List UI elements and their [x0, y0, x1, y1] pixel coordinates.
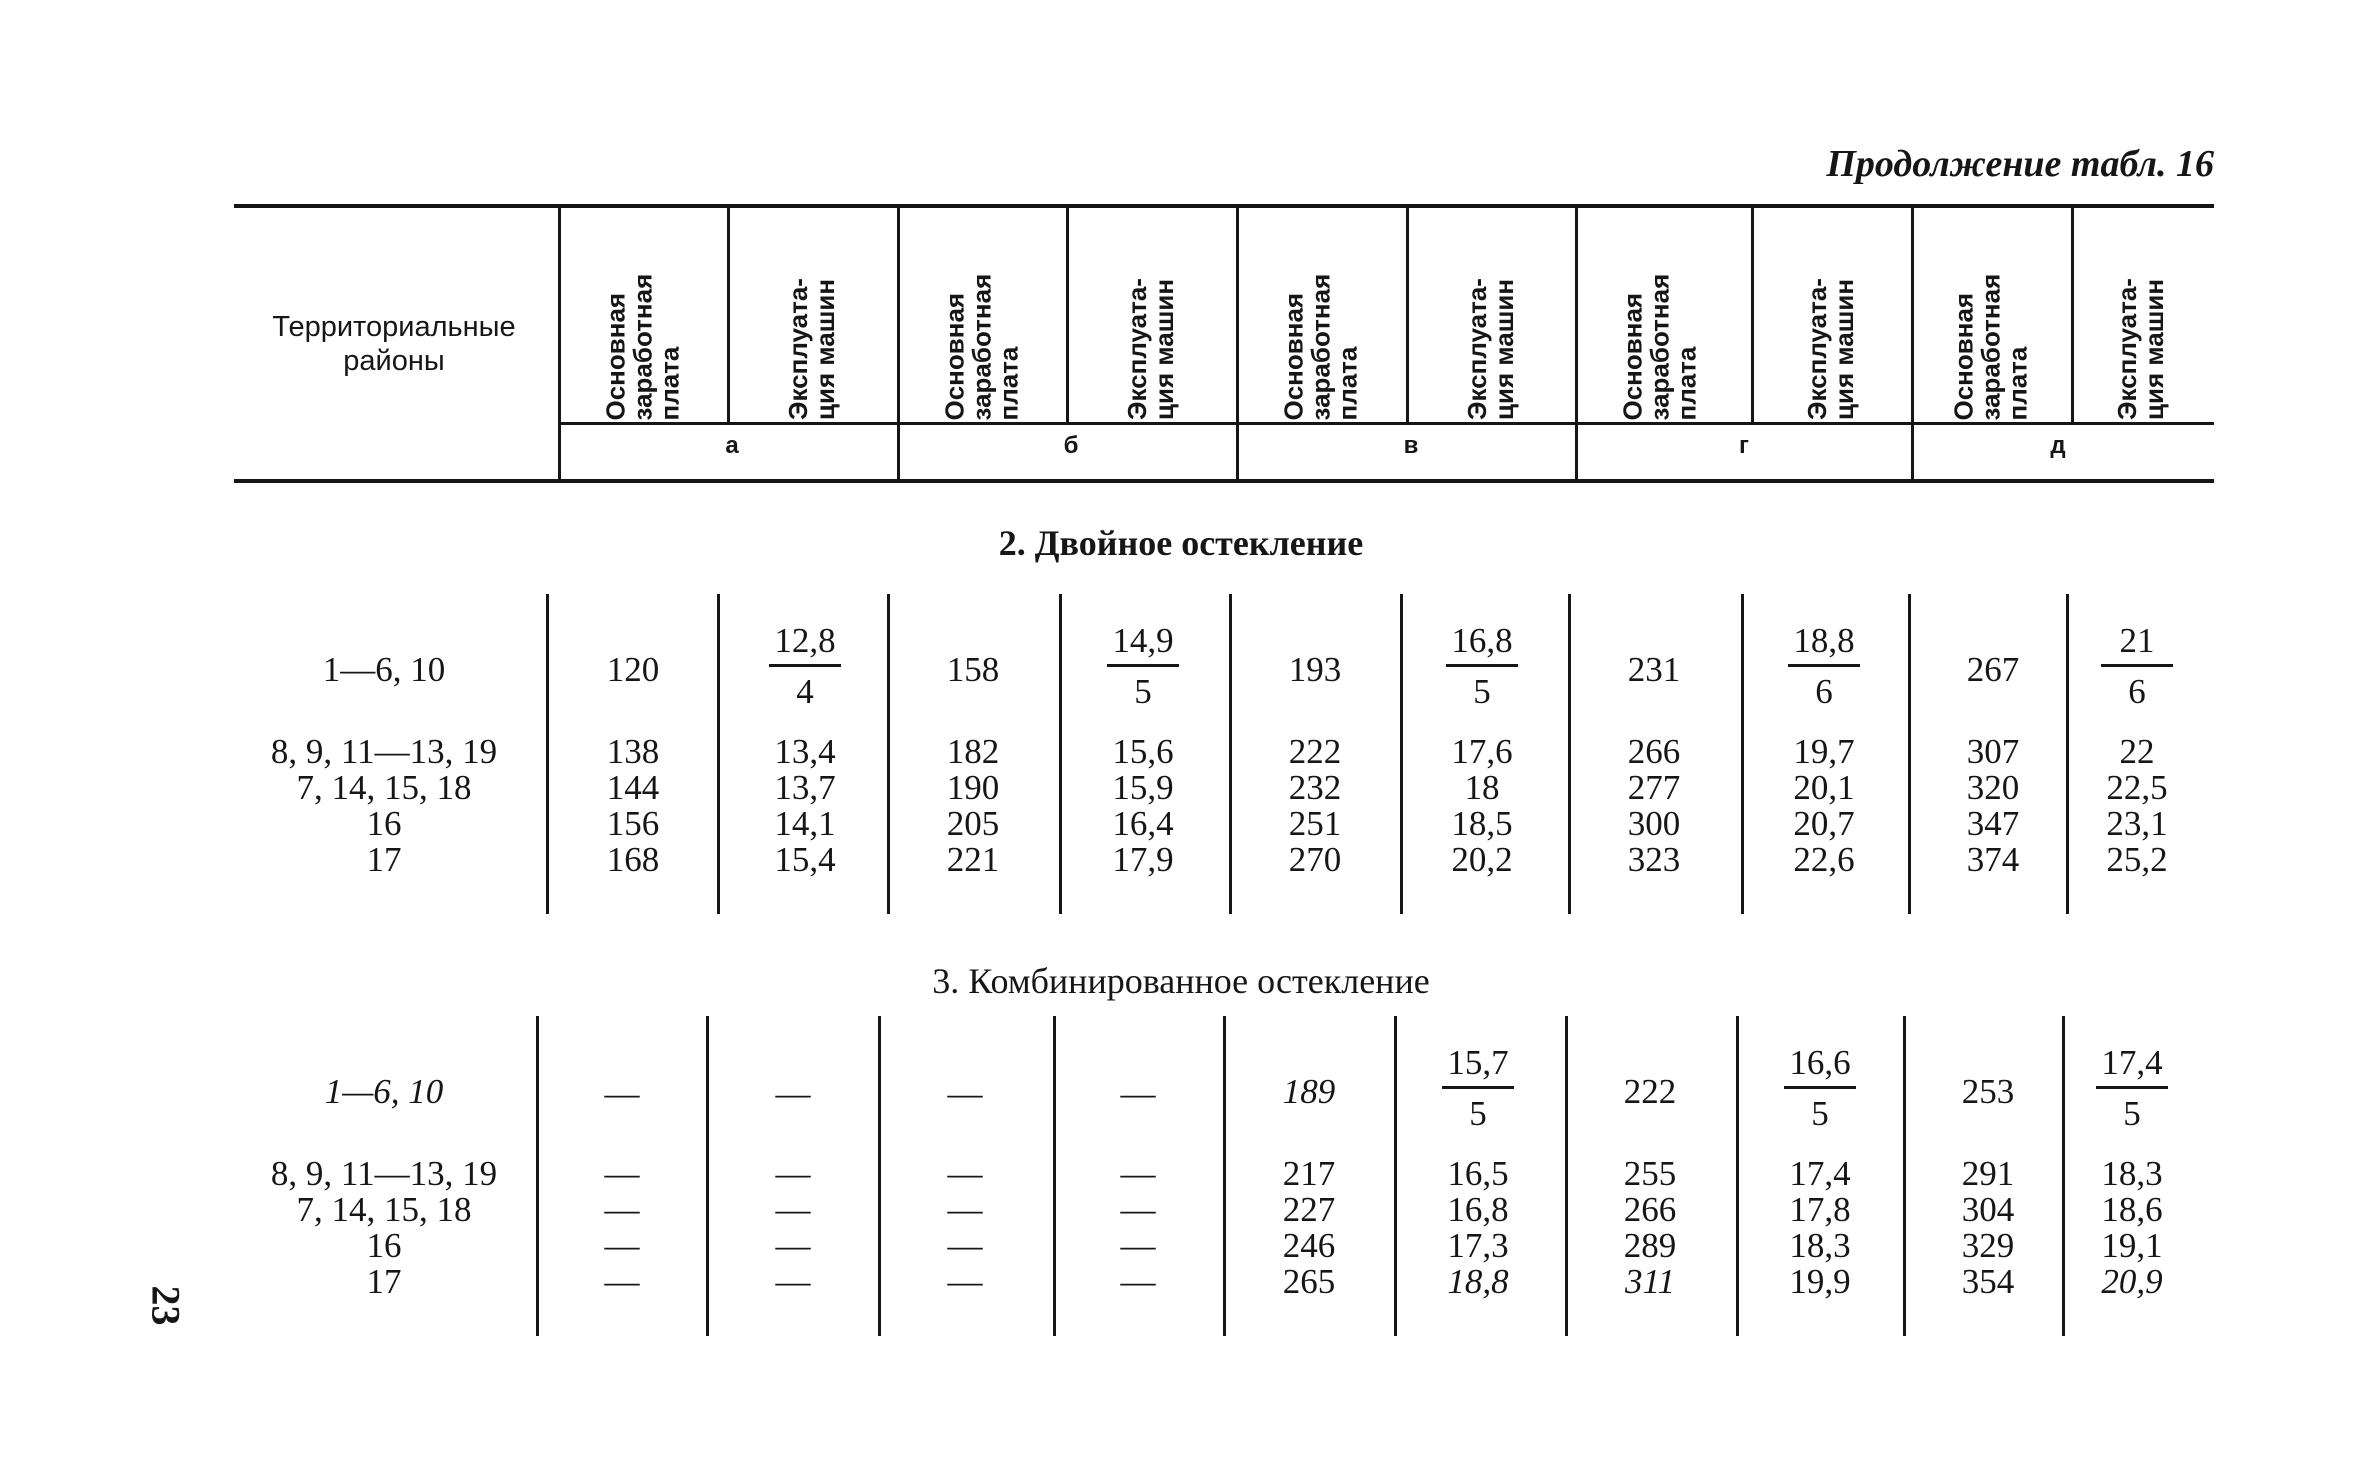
- s2-row-label: 7, 14, 15, 18: [296, 768, 472, 807]
- s2-cell: 22,6: [1793, 840, 1855, 879]
- s2-r0-exp-d: 21 6: [2062, 622, 2212, 711]
- s3-cell: —: [1120, 1226, 1156, 1265]
- s2-cell: 17,9: [1112, 840, 1174, 879]
- header-bottom-rule: [234, 479, 2214, 483]
- s2-cell: 232: [1288, 768, 1342, 807]
- header-machine-ops-b: Эксплуата- ция машин: [1122, 278, 1179, 420]
- header-main-wage-a: Основная заработная плата: [600, 273, 685, 420]
- s3-cell: 265: [1282, 1262, 1336, 1301]
- section-2-divider: [1568, 594, 1571, 914]
- section-2-divider: [717, 594, 720, 914]
- s3-cell: 329: [1961, 1226, 2015, 1265]
- s2-cell: 307: [1966, 732, 2020, 771]
- s3-cell: —: [947, 1154, 983, 1193]
- s2-cell: 222: [1288, 732, 1342, 771]
- s3-r0-dash-b-main: —: [947, 1074, 983, 1113]
- s2-r0-exp-v: 16,8 5: [1407, 622, 1557, 711]
- s3-cell: 289: [1623, 1226, 1677, 1265]
- s2-cell: 20,7: [1793, 804, 1855, 843]
- s2-r0-exp-b: 14,9 5: [1068, 622, 1218, 711]
- section-2-divider: [1741, 594, 1744, 914]
- s2-cell: 25,2: [2106, 840, 2168, 879]
- s2-cell: 323: [1627, 840, 1681, 879]
- group-letter-g: г: [1739, 432, 1749, 459]
- s2-cell: 20,1: [1793, 768, 1855, 807]
- s2-cell: 300: [1627, 804, 1681, 843]
- header-main-wage-b: Основная заработная плата: [939, 273, 1024, 420]
- s3-cell: —: [604, 1190, 640, 1229]
- header-main-wage-g: Основная заработная плата: [1617, 273, 1702, 420]
- s3-r0-main-v: 189: [1282, 1072, 1336, 1111]
- s2-r0-exp-a: 12,8 4: [730, 622, 880, 711]
- header-machine-ops-g: Эксплуата- ция машин: [1802, 278, 1859, 420]
- s3-cell: —: [1120, 1262, 1156, 1301]
- s3-cell: 266: [1623, 1190, 1677, 1229]
- s2-row-label: 16: [366, 804, 402, 843]
- s2-cell: 22,5: [2106, 768, 2168, 807]
- header-top-rule: [234, 204, 2214, 208]
- header-row-label: Территориальные районы: [272, 311, 516, 377]
- s2-cell: 23,1: [2106, 804, 2168, 843]
- s2-cell: 266: [1627, 732, 1681, 771]
- s3-row-label: 7, 14, 15, 18: [296, 1190, 472, 1229]
- s3-row-label: 16: [366, 1226, 402, 1265]
- s2-cell: 19,7: [1793, 732, 1855, 771]
- header-letter-rule: [560, 422, 2214, 425]
- s3-r0-exp-v: 15,7 5: [1403, 1044, 1553, 1133]
- s3-cell: —: [604, 1154, 640, 1193]
- group-letter-a: а: [725, 432, 739, 459]
- s3-cell: —: [775, 1154, 811, 1193]
- s2-cell: 168: [606, 840, 660, 879]
- s3-row-label: 17: [366, 1262, 402, 1301]
- s2-cell: 347: [1966, 804, 2020, 843]
- s2-cell: 16,4: [1112, 804, 1174, 843]
- s2-row-label: 8, 9, 11—13, 19: [270, 732, 498, 771]
- s2-row-label: 17: [366, 840, 402, 879]
- s2-cell: 144: [606, 768, 660, 807]
- s2-cell: 374: [1966, 840, 2020, 879]
- s3-cell: —: [604, 1262, 640, 1301]
- s3-cell: 311: [1625, 1262, 1675, 1301]
- section-2-divider: [1229, 594, 1232, 914]
- s2-cell: 156: [606, 804, 660, 843]
- s3-r0-dash-a-exp: —: [775, 1074, 811, 1113]
- s3-cell: 217: [1282, 1154, 1336, 1193]
- s3-cell: 18,3: [2101, 1154, 2163, 1193]
- s2-cell: 270: [1288, 840, 1342, 879]
- s2-cell: 182: [946, 732, 1000, 771]
- s3-cell: 304: [1961, 1190, 2015, 1229]
- section-2-divider: [546, 594, 549, 914]
- s3-cell: 20,9: [2101, 1262, 2163, 1301]
- s3-cell: —: [775, 1262, 811, 1301]
- group-letter-d: д: [2050, 432, 2066, 459]
- s3-cell: 17,8: [1789, 1190, 1851, 1229]
- section-2-divider: [1400, 594, 1403, 914]
- s2-cell: 13,4: [774, 732, 836, 771]
- s2-cell: 190: [946, 768, 1000, 807]
- s3-row-label: 8, 9, 11—13, 19: [270, 1154, 498, 1193]
- s2-cell: 15,9: [1112, 768, 1174, 807]
- s2-r0-main-a: 120: [606, 650, 660, 689]
- section-2-divider: [887, 594, 890, 914]
- s3-cell: 19,9: [1789, 1262, 1851, 1301]
- section-3-divider: [1736, 1016, 1739, 1336]
- section-3-divider: [1053, 1016, 1056, 1336]
- s3-row-label: 1—6, 10: [324, 1072, 444, 1111]
- s3-cell: 18,3: [1789, 1226, 1851, 1265]
- s3-cell: 16,8: [1447, 1190, 1509, 1229]
- s2-r0-exp-g: 18,8 6: [1749, 622, 1899, 711]
- s3-r0-exp-d: 17,4 5: [2057, 1044, 2207, 1133]
- s2-r0-main-b: 158: [946, 650, 1000, 689]
- s3-cell: 17,4: [1789, 1154, 1851, 1193]
- header-main-wage-d: Основная заработная плата: [1948, 273, 2033, 420]
- s2-r0-main-g: 231: [1627, 650, 1681, 689]
- section-2-divider: [1908, 594, 1911, 914]
- s2-cell: 18,5: [1451, 804, 1513, 843]
- section-3-title: 3. Комбинированное остекление: [932, 961, 1430, 1001]
- s3-cell: —: [775, 1190, 811, 1229]
- s3-cell: 227: [1282, 1190, 1336, 1229]
- s3-cell: 255: [1623, 1154, 1677, 1193]
- s3-cell: 19,1: [2101, 1226, 2163, 1265]
- section-3-divider: [1394, 1016, 1397, 1336]
- section-2-divider: [1059, 594, 1062, 914]
- page-number: 23: [143, 1285, 189, 1326]
- s2-cell: 20,2: [1451, 840, 1513, 879]
- s3-cell: 246: [1282, 1226, 1336, 1265]
- s2-cell: 251: [1288, 804, 1342, 843]
- s3-cell: —: [604, 1226, 640, 1265]
- s3-cell: 18,8: [1447, 1262, 1509, 1301]
- header-machine-ops-v: Эксплуата- ция машин: [1462, 278, 1519, 420]
- s2-cell: 320: [1966, 768, 2020, 807]
- s2-cell: 13,7: [774, 768, 836, 807]
- s2-cell: 221: [946, 840, 1000, 879]
- s3-r0-main-d: 253: [1961, 1072, 2015, 1111]
- section-3-divider: [706, 1016, 709, 1336]
- s2-cell: 18: [1464, 768, 1500, 807]
- section-3-divider: [1565, 1016, 1568, 1336]
- section-3-divider: [1223, 1016, 1226, 1336]
- section-3-divider: [878, 1016, 881, 1336]
- s2-cell: 14,1: [774, 804, 836, 843]
- header-main-wage-v: Основная заработная плата: [1278, 273, 1363, 420]
- s3-r0-exp-g: 16,6 5: [1745, 1044, 1895, 1133]
- s3-cell: 354: [1961, 1262, 2015, 1301]
- s3-cell: —: [947, 1190, 983, 1229]
- header-machine-ops-a: Эксплуата- ция машин: [783, 278, 840, 420]
- s2-cell: 15,4: [774, 840, 836, 879]
- s3-cell: 18,6: [2101, 1190, 2163, 1229]
- s2-cell: 15,6: [1112, 732, 1174, 771]
- s2-r0-main-v: 193: [1288, 650, 1342, 689]
- s2-cell: 205: [946, 804, 1000, 843]
- s2-r0-main-d: 267: [1966, 650, 2020, 689]
- s3-r0-dash-a-main: —: [604, 1074, 640, 1113]
- s3-cell: 17,3: [1447, 1226, 1509, 1265]
- group-letter-v: в: [1403, 432, 1419, 459]
- s3-cell: —: [947, 1262, 983, 1301]
- s2-cell: 277: [1627, 768, 1681, 807]
- s2-cell: 17,6: [1451, 732, 1513, 771]
- section-2-title: 2. Двойное остекление: [998, 523, 1364, 563]
- s2-row-label: 1—6, 10: [322, 650, 446, 689]
- s3-cell: —: [775, 1226, 811, 1265]
- section-3-divider: [1903, 1016, 1906, 1336]
- s3-cell: —: [947, 1226, 983, 1265]
- s3-r0-dash-b-exp: —: [1120, 1074, 1156, 1113]
- s3-cell: 16,5: [1447, 1154, 1509, 1193]
- s3-cell: —: [1120, 1154, 1156, 1193]
- table-caption: Продолжение табл. 16: [1826, 143, 2214, 185]
- s3-cell: 291: [1961, 1154, 2015, 1193]
- s3-cell: —: [1120, 1190, 1156, 1229]
- s2-cell: 22: [2119, 732, 2155, 771]
- s3-r0-main-g: 222: [1623, 1072, 1677, 1111]
- s2-cell: 138: [606, 732, 660, 771]
- header-machine-ops-d: Эксплуата- ция машин: [2112, 278, 2169, 420]
- group-letter-b: б: [1063, 432, 1079, 459]
